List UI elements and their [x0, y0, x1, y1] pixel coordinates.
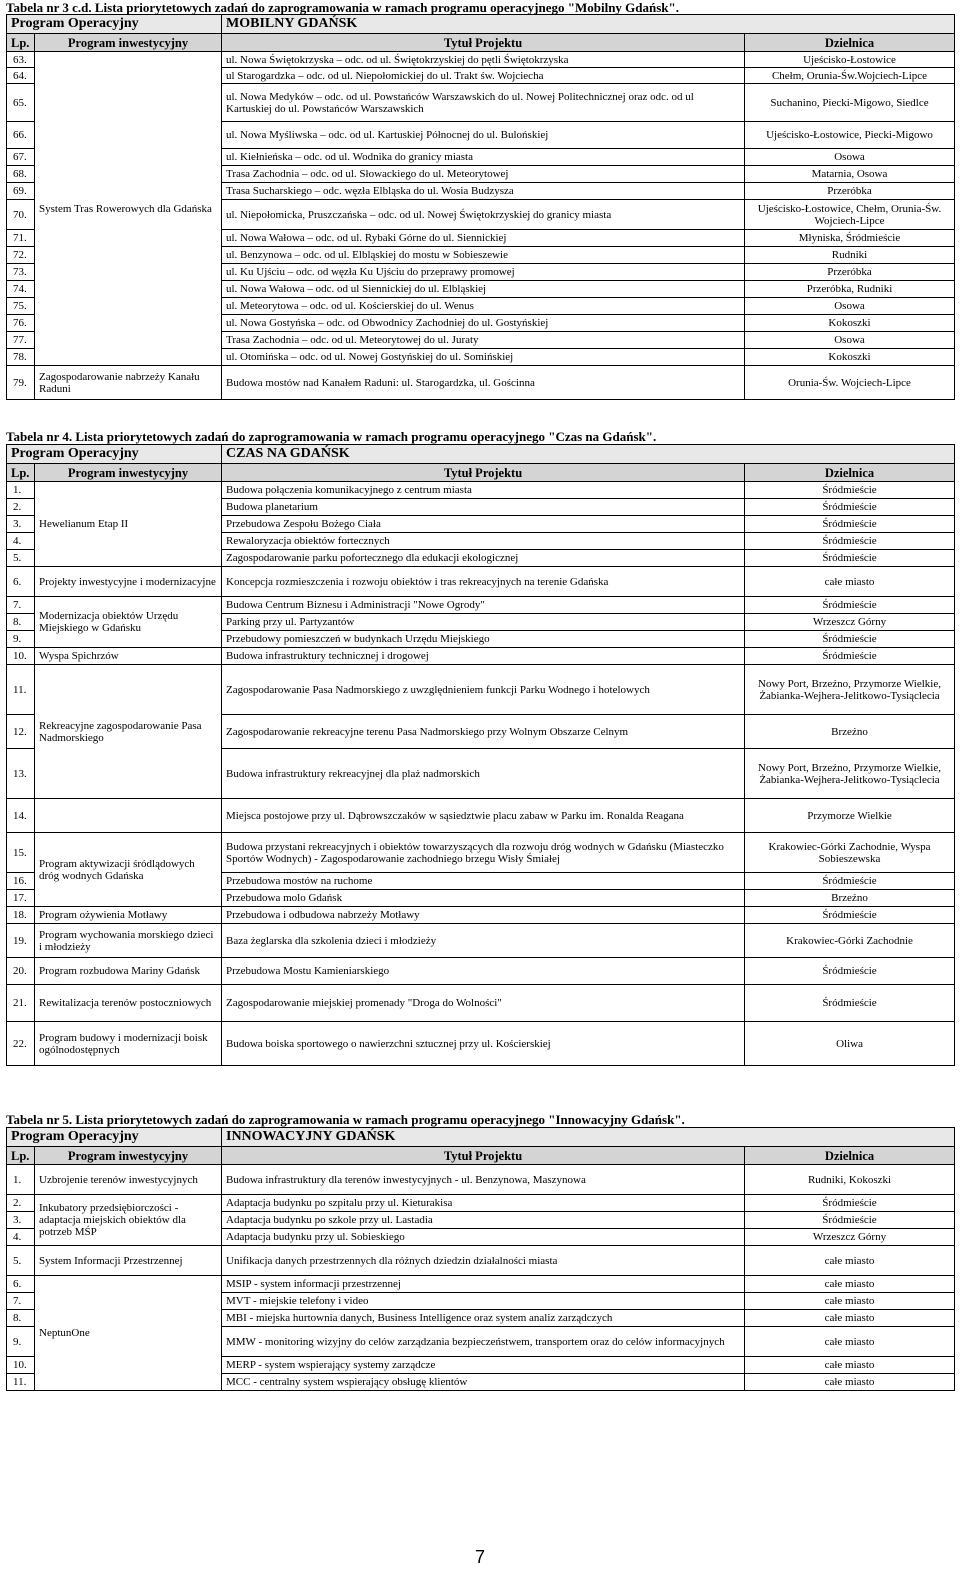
row-lp: 8. — [7, 1310, 35, 1327]
row-district: Osowa — [745, 332, 955, 349]
row-title: Miejsca postojowe przy ul. Dąbrowszczaków w sąsiedztwie placu zabaw w Parku im. Ronalda Reagana — [222, 799, 745, 833]
row-lp: 68. — [7, 166, 35, 183]
row-title: Rewaloryzacja obiektów fortecznych — [222, 533, 745, 550]
program-inkubatory: Inkubatory przedsiębiorczości - adaptacja miejskich obiektów dla potrzeb MŚP — [35, 1195, 222, 1246]
row-district: całe miasto — [745, 1246, 955, 1276]
row-lp: 78. — [7, 349, 35, 366]
row-program: Rewitalizacja terenów postoczniowych — [35, 985, 222, 1022]
row-lp: 71. — [7, 230, 35, 247]
program-name: CZAS NA GDAŃSK — [222, 445, 955, 464]
row-title: MBI - miejska hurtownia danych, Business Intelligence oraz system analiz zarządczych — [222, 1310, 745, 1327]
row-district: całe miasto — [745, 1310, 955, 1327]
row-district: Przeróbka — [745, 183, 955, 200]
row-title: Zagospodarowanie rekreacyjne terenu Pasa Nadmorskiego przy Wolnym Obszarze Celnym — [222, 715, 745, 749]
header-district: Dzielnica — [745, 1147, 955, 1165]
row-title: Budowa przystani rekreacyjnych i obiektów towarzyszących dla rozwoju dróg wodnych w Gdańsku (Miasteczko Sportów Wodnych) - Zagospodarowanie zachodniego brzegu Wisły Śmiałej — [222, 833, 745, 873]
row-lp: 74. — [7, 281, 35, 298]
row-lp: 1. — [7, 482, 35, 499]
row-lp: 10. — [7, 1357, 35, 1374]
table-row — [7, 52, 955, 68]
row-lp: 1. — [7, 1165, 35, 1195]
row-district: Nowy Port, Brzeźno, Przymorze Wielkie, Żabianka-Wejhera-Jelitkowo-Tysiąclecia — [745, 749, 955, 799]
header-lp: Lp. — [7, 1147, 35, 1165]
row-district: Przeróbka, Rudniki — [745, 281, 955, 298]
row-district: Młyniska, Śródmieście — [745, 230, 955, 247]
row-district: Śródmieście — [745, 533, 955, 550]
row-district: Przeróbka — [745, 264, 955, 281]
row-district: Osowa — [745, 149, 955, 166]
row-title: Zagospodarowanie parku pofortecznego dla edukacji ekologicznej — [222, 550, 745, 567]
row-lp: 9. — [7, 631, 35, 648]
row-program: Projekty inwestycyjne i modernizacyjne — [35, 567, 222, 597]
table3 — [6, 14, 955, 400]
row-title: ul. Otomińska – odc. od ul. Nowej Gostyńskiej do ul. Somińskiej — [222, 349, 745, 366]
header-lp: Lp. — [7, 464, 35, 482]
program-label: Program Operacyjny — [7, 1128, 222, 1147]
row-title: Trasa Sucharskiego – odc. węzła Elbląska do ul. Wosia Budzysza — [222, 183, 745, 200]
row-lp: 6. — [7, 567, 35, 597]
row-title: Unifikacja danych przestrzennych dla różnych dziedzin działalności miasta — [222, 1246, 745, 1276]
row-lp: 8. — [7, 614, 35, 631]
row-lp: 66. — [7, 122, 35, 149]
row-lp: 13. — [7, 749, 35, 799]
header-program: Program inwestycyjny — [35, 464, 222, 482]
row-lp: 77. — [7, 332, 35, 349]
row-title: ul. Nowa Świętokrzyska – odc. od ul. Świętokrzyskiej do pętli Świętokrzyska — [222, 52, 745, 68]
row-title: Budowa planetarium — [222, 499, 745, 516]
row-lp: 63. — [7, 52, 35, 68]
row-title: Adaptacja budynku przy ul. Sobieskiego — [222, 1229, 745, 1246]
row-lp: 67. — [7, 149, 35, 166]
program-label: Program Operacyjny — [7, 445, 222, 464]
row-district: Ujeścisko-Łostowice — [745, 52, 955, 68]
row-title: Budowa infrastruktury dla terenów inwestycyjnych - ul. Benzynowa, Maszynowa — [222, 1165, 745, 1195]
table-row — [7, 907, 955, 924]
row-district: Śródmieście — [745, 873, 955, 890]
header-program: Program inwestycyjny — [35, 1147, 222, 1165]
program-pas-nadmorski: Rekreacyjne zagospodarowanie Pasa Nadmorskiego — [35, 665, 222, 799]
row-title: MMW - monitoring wizyjny do celów zarządzania bezpieczeństwem, transportem oraz do celów informacyjnych — [222, 1327, 745, 1357]
row-lp: 15. — [7, 833, 35, 873]
row-title: Budowa mostów nad Kanałem Raduni: ul. Starogardzka, ul. Gościnna — [222, 366, 745, 400]
row-district: całe miasto — [745, 1357, 955, 1374]
row-district: Osowa — [745, 298, 955, 315]
row-title: ul. Nowa Medyków – odc. od ul. Powstańców Warszawskich do ul. Nowej Politechnicznej oraz odc. od ul Kartuskiej do ul. Powstańców Warszawskich — [222, 84, 745, 122]
row-title: Koncepcja rozmieszczenia i rozwoju obiektów i tras rekreacyjnych na terenie Gdańska — [222, 567, 745, 597]
row-district: całe miasto — [745, 1293, 955, 1310]
row-lp: 69. — [7, 183, 35, 200]
row-title: Budowa Centrum Biznesu i Administracji "Nowe Ogrody" — [222, 597, 745, 614]
row-district: Śródmieście — [745, 1195, 955, 1212]
row-district: Śródmieście — [745, 597, 955, 614]
row-district: Śródmieście — [745, 631, 955, 648]
row-title: Zagospodarowanie miejskiej promenady "Droga do Wolności" — [222, 985, 745, 1022]
table-row — [7, 366, 955, 400]
row-district: Przymorze Wielkie — [745, 799, 955, 833]
header-title: Tytuł Projektu — [222, 464, 745, 482]
row-district: Wrzeszcz Górny — [745, 614, 955, 631]
row-lp: 21. — [7, 985, 35, 1022]
row-title: MERP - system wspierający systemy zarządcze — [222, 1357, 745, 1374]
row-title: MVT - miejskie telefony i video — [222, 1293, 745, 1310]
row-district: Nowy Port, Brzeźno, Przymorze Wielkie, Żabianka-Wejhera-Jelitkowo-Tysiąclecia — [745, 665, 955, 715]
row-lp: 9. — [7, 1327, 35, 1357]
table-row — [7, 799, 955, 833]
table-row — [7, 648, 955, 665]
row-lp: 73. — [7, 264, 35, 281]
row-title: ul. Nowa Gostyńska – odc. od Obwodnicy Zachodniej do ul. Gostyńskiej — [222, 315, 745, 332]
table-row — [7, 482, 955, 499]
row-title: Przebudowa i odbudowa nabrzeży Motławy — [222, 907, 745, 924]
row-lp: 20. — [7, 958, 35, 985]
row-district: Śródmieście — [745, 1212, 955, 1229]
row-lp: 2. — [7, 499, 35, 516]
header-title: Tytuł Projektu — [222, 34, 745, 52]
row-district: całe miasto — [745, 1327, 955, 1357]
row-district: Brzeźno — [745, 890, 955, 907]
row-lp: 70. — [7, 200, 35, 230]
row-lp: 16. — [7, 873, 35, 890]
row-lp: 14. — [7, 799, 35, 833]
row-title: MCC - centralny system wspierający obsługę klientów — [222, 1374, 745, 1391]
row-district: Orunia-Św. Wojciech-Lipce — [745, 366, 955, 400]
row-district: Śródmieście — [745, 985, 955, 1022]
page-number: 7 — [474, 1547, 485, 1567]
row-lp: 19. — [7, 924, 35, 958]
row-lp: 4. — [7, 1229, 35, 1246]
row-lp: 4. — [7, 533, 35, 550]
row-title: Parking przy ul. Partyzantów — [222, 614, 745, 631]
row-district: Wrzeszcz Górny — [745, 1229, 955, 1246]
table-row — [7, 833, 955, 873]
row-title: ul. Nowa Wałowa – odc. od ul Siennickiej do ul. Elbląskiej — [222, 281, 745, 298]
row-district: całe miasto — [745, 567, 955, 597]
row-lp: 18. — [7, 907, 35, 924]
row-title: Trasa Zachodnia – odc. od ul. Słowackiego do ul. Meteorytowej — [222, 166, 745, 183]
program-cell — [35, 52, 222, 366]
row-title: Zagospodarowanie Pasa Nadmorskiego z uwzględnieniem funkcji Parku Wodnego i hotelowych — [222, 665, 745, 715]
table-row — [7, 958, 955, 985]
row-district: Ujeścisko-Łostowice, Piecki-Migowo — [745, 122, 955, 149]
row-district: Kokoszki — [745, 349, 955, 366]
row-lp: 7. — [7, 597, 35, 614]
table-row — [7, 1165, 955, 1195]
row-district: całe miasto — [745, 1374, 955, 1391]
header-program: Program inwestycyjny — [35, 34, 222, 52]
row-lp: 11. — [7, 1374, 35, 1391]
row-title: Adaptacja budynku po szpitalu przy ul. Kieturakisa — [222, 1195, 745, 1212]
program-hewelianum: Hewelianum Etap II — [35, 482, 222, 567]
row-program: Wyspa Spichrzów — [35, 648, 222, 665]
row-lp: 22. — [7, 1022, 35, 1066]
table4-caption: Tabela nr 4. Lista priorytetowych zadań do zaprogramowania w ramach programu operacyjnego "Czas na Gdańsk". — [6, 429, 657, 444]
table5-caption: Tabela nr 5. Lista priorytetowych zadań do zaprogramowania w ramach programu operacyjnego "Innowacyjny Gdańsk". — [6, 1112, 685, 1127]
row-title: Przebudowa mostów na ruchome — [222, 873, 745, 890]
row-lp: 75. — [7, 298, 35, 315]
row-district: Rudniki, Kokoszki — [745, 1165, 955, 1195]
table-row — [7, 1276, 955, 1293]
row-lp: 11. — [7, 665, 35, 715]
row-lp: 79. — [7, 366, 35, 400]
row-district: Krakowiec-Górki Zachodnie, Wyspa Sobieszewska — [745, 833, 955, 873]
table-row — [7, 567, 955, 597]
table-row — [7, 597, 955, 614]
program-kanal-raduni: Zagospodarowanie nabrzeży Kanału Raduni — [35, 366, 222, 400]
row-district: Śródmieście — [745, 907, 955, 924]
row-district: Śródmieście — [745, 499, 955, 516]
table5 — [6, 1127, 955, 1391]
header-district: Dzielnica — [745, 34, 955, 52]
row-district: Krakowiec-Górki Zachodnie — [745, 924, 955, 958]
row-title: Przebudowa Mostu Kamieniarskiego — [222, 958, 745, 985]
table-row — [7, 1195, 955, 1212]
row-title: ul. Nowa Myśliwska – odc. od ul. Kartuskiej Północnej do ul. Bulońskiej — [222, 122, 745, 149]
header-lp: Lp. — [7, 34, 35, 52]
row-lp: 2. — [7, 1195, 35, 1212]
header-district: Dzielnica — [745, 464, 955, 482]
row-title: Budowa infrastruktury rekreacyjnej dla plaż nadmorskich — [222, 749, 745, 799]
row-district: Brzeźno — [745, 715, 955, 749]
row-lp: 12. — [7, 715, 35, 749]
program-name: INNOWACYJNY GDAŃSK — [222, 1128, 955, 1147]
row-title: ul. Benzynowa – odc. od ul. Elbląskiej do mostu w Sobieszewie — [222, 247, 745, 264]
row-lp: 17. — [7, 890, 35, 907]
row-title: ul. Meteorytowa – odc. od ul. Kościerskiej do ul. Wenus — [222, 298, 745, 315]
row-district: Śródmieście — [745, 482, 955, 499]
row-title: Trasa Zachodnia – odc. od ul. Meteorytowej do ul. Juraty — [222, 332, 745, 349]
table4 — [6, 444, 955, 1066]
row-title: Budowa boiska sportowego o nawierzchni sztucznej przy ul. Kościerskiej — [222, 1022, 745, 1066]
row-district: Oliwa — [745, 1022, 955, 1066]
row-title: ul. Niepołomicka, Pruszczańska – odc. od ul. Nowej Świętokrzyskiej do granicy miasta — [222, 200, 745, 230]
row-title: Budowa infrastruktury technicznej i drogowej — [222, 648, 745, 665]
program-modernizacja: Modernizacja obiektów Urzędu Miejskiego w Gdańsku — [35, 597, 222, 648]
program-label: Program Operacyjny — [7, 15, 222, 34]
row-lp: 72. — [7, 247, 35, 264]
row-district: Kokoszki — [745, 315, 955, 332]
row-lp: 7. — [7, 1293, 35, 1310]
program-drogi-wodne: Program aktywizacji śródlądowych dróg wodnych Gdańska — [35, 833, 222, 907]
row-title: ul. Ku Ujściu – odc. od węzła Ku Ujściu do przeprawy promowej — [222, 264, 745, 281]
row-title: ul Starogardzka – odc. od ul. Niepołomickiej do ul. Trakt św. Wojciecha — [222, 68, 745, 84]
row-lp: 3. — [7, 1212, 35, 1229]
row-district: Ujeścisko-Łostowice, Chełm, Orunia-Św. Wojciech-Lipce — [745, 200, 955, 230]
row-lp: 65. — [7, 84, 35, 122]
row-title: ul. Kiełnieńska – odc. od ul. Wodnika do granicy miasta — [222, 149, 745, 166]
table-row — [7, 1246, 955, 1276]
row-district: Śródmieście — [745, 516, 955, 533]
row-district: Śródmieście — [745, 648, 955, 665]
row-lp: 76. — [7, 315, 35, 332]
table-row — [7, 924, 955, 958]
row-lp: 3. — [7, 516, 35, 533]
row-title: Budowa połączenia komunikacyjnego z centrum miasta — [222, 482, 745, 499]
row-lp: 6. — [7, 1276, 35, 1293]
row-program: Program budowy i modernizacji boisk ogólnodostępnych — [35, 1022, 222, 1066]
row-district: Rudniki — [745, 247, 955, 264]
row-program: Program wychowania morskiego dzieci i młodzieży — [35, 924, 222, 958]
row-district: Matarnia, Osowa — [745, 166, 955, 183]
row-lp: 5. — [7, 550, 35, 567]
table-row — [7, 665, 955, 715]
row-title: MSIP - system informacji przestrzennej — [222, 1276, 745, 1293]
row-lp: 10. — [7, 648, 35, 665]
program-name: MOBILNY GDAŃSK — [222, 15, 955, 34]
table3-caption: Tabela nr 3 c.d. Lista priorytetowych zadań do zaprogramowania w ramach programu operacyjnego "Mobilny Gdańsk". — [6, 0, 679, 15]
row-district: całe miasto — [745, 1276, 955, 1293]
row-district: Śródmieście — [745, 958, 955, 985]
row-title: Przebudowa Zespołu Bożego Ciała — [222, 516, 745, 533]
table-row — [7, 985, 955, 1022]
program-system-tras: System Tras Rowerowych dla Gdańska — [39, 202, 212, 215]
row-title: Adaptacja budynku po szkole przy ul. Lastadia — [222, 1212, 745, 1229]
row-district: Śródmieście — [745, 550, 955, 567]
row-lp: 64. — [7, 68, 35, 84]
row-district: Chełm, Orunia-Św.Wojciech-Lipce — [745, 68, 955, 84]
row-title: ul. Nowa Wałowa – odc. od ul. Rybaki Górne do ul. Siennickiej — [222, 230, 745, 247]
header-title: Tytuł Projektu — [222, 1147, 745, 1165]
table-row — [7, 1022, 955, 1066]
row-title: Przebudowy pomieszczeń w budynkach Urzędu Miejskiego — [222, 631, 745, 648]
row-lp: 5. — [7, 1246, 35, 1276]
row-title: Przebudowa molo Gdańsk — [222, 890, 745, 907]
row-district: Suchanino, Piecki-Migowo, Siedlce — [745, 84, 955, 122]
row-program — [35, 799, 222, 833]
row-program: System Informacji Przestrzennej — [35, 1246, 222, 1276]
program-neptunone: NeptunOne — [35, 1276, 222, 1391]
row-program: Program rozbudowa Mariny Gdańsk — [35, 958, 222, 985]
row-program: Program ożywienia Motławy — [35, 907, 222, 924]
row-title: Baza żeglarska dla szkolenia dzieci i młodzieży — [222, 924, 745, 958]
row-program: Uzbrojenie terenów inwestycyjnych — [35, 1165, 222, 1195]
